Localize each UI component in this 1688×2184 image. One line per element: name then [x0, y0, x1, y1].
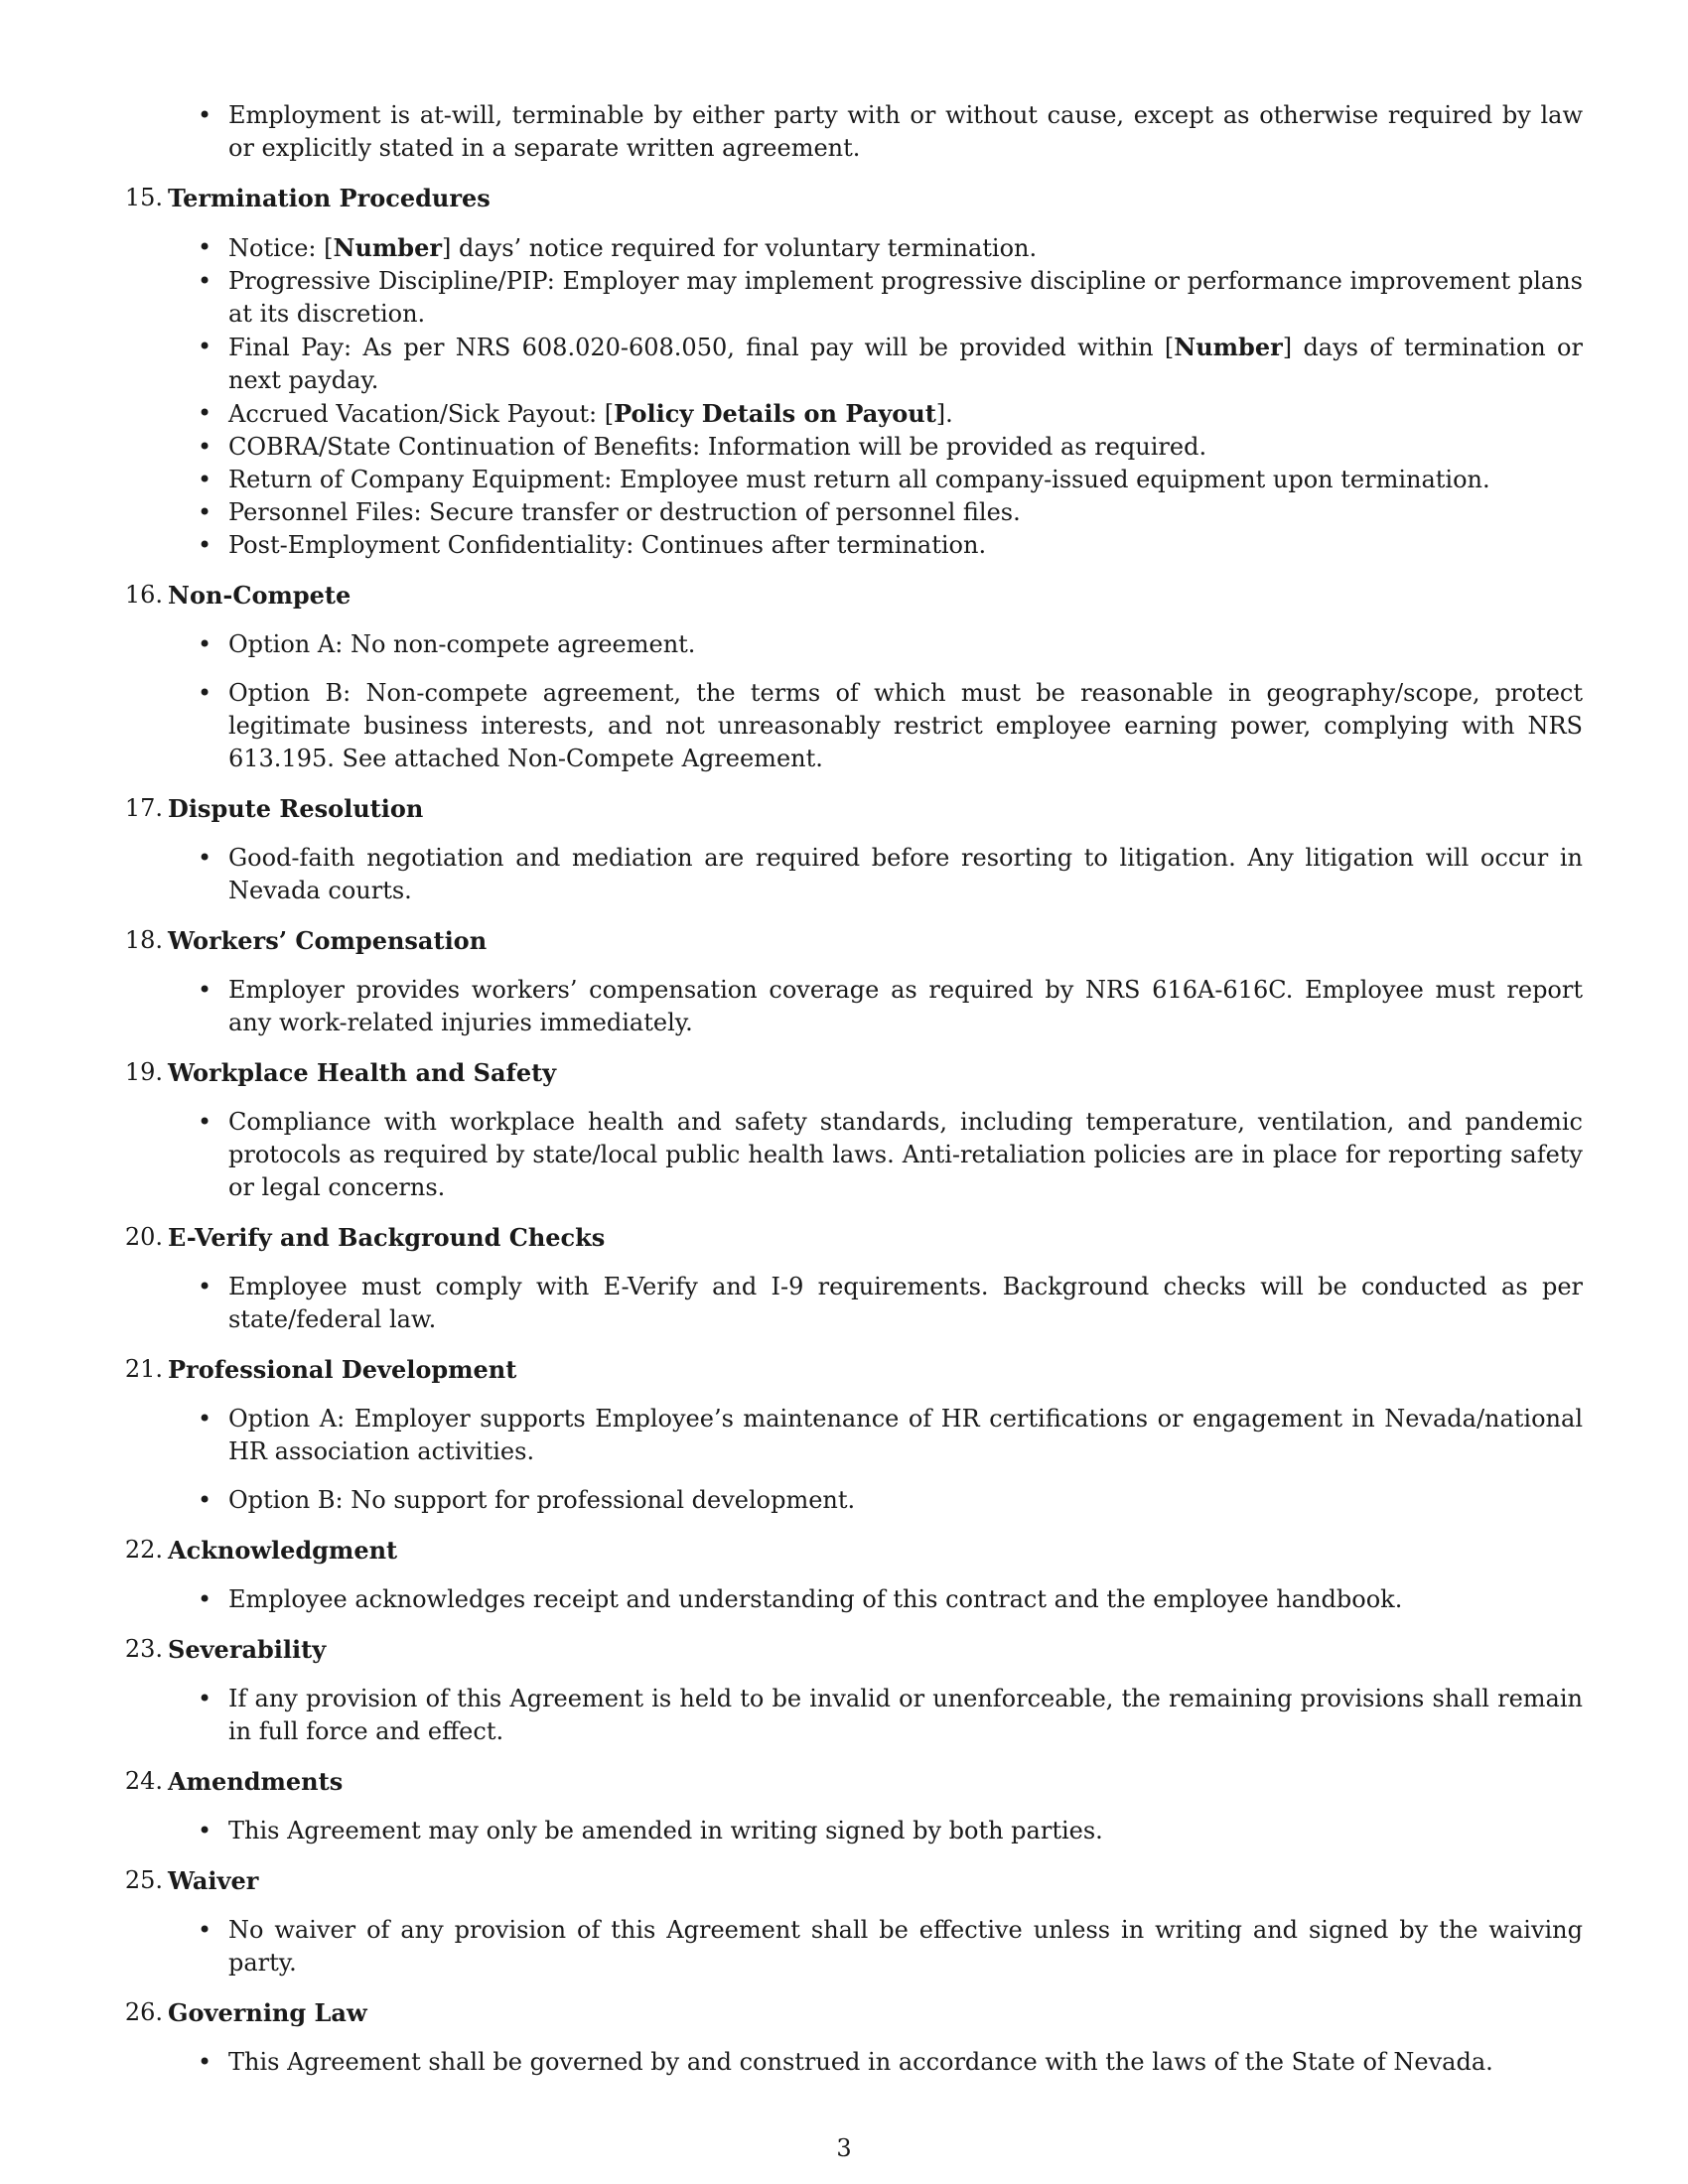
- section-heading: [124, 1633, 1583, 1666]
- section-number: 16.: [124, 581, 163, 609]
- placeholder-field: Policy Details on Payout: [614, 399, 936, 428]
- section-heading: [124, 1534, 1583, 1567]
- placeholder-field: Number: [1174, 333, 1283, 361]
- section-number: 15.: [124, 184, 163, 211]
- section-severability: [124, 1633, 1583, 1748]
- list-item: • Employer provides workers’ compensation coverage as required by NRS 616A-616C. Employee must report any work-related injuries immediately.: [168, 974, 1583, 1039]
- section-heading: [124, 792, 1583, 825]
- bullet-list: [168, 1271, 1583, 1336]
- section-number: 26.: [124, 1998, 163, 2026]
- text: ].: [935, 400, 953, 428]
- section-title: Non-Compete: [168, 581, 352, 610]
- section-waiver: [124, 1864, 1583, 1979]
- section-e-verify-and-background-checks: [124, 1221, 1583, 1336]
- section-termination-procedures: [124, 182, 1583, 562]
- section-title: E-Verify and Background Checks: [168, 1223, 606, 1252]
- text: Accrued Vacation/Sick Payout: [: [228, 400, 615, 428]
- section-dispute-resolution: [124, 792, 1583, 907]
- list-item: • Option B: No support for professional development.: [168, 1484, 1583, 1517]
- section-number: 24.: [124, 1767, 163, 1795]
- section-number: 17.: [124, 794, 163, 822]
- section-amendments: [124, 1765, 1583, 1847]
- list-item: • Compliance with workplace health and safety standards, including temperature, ventilation, and pandemic protocols as required by state/local public health laws. Anti-retaliation policies are in place for reporting safety or legal concerns.: [168, 1106, 1583, 1204]
- section-heading: [124, 1996, 1583, 2029]
- list-item: • If any provision of this Agreement is held to be invalid or unenforceable, the remaining provisions shall remain in full force and effect.: [168, 1683, 1583, 1748]
- list-item: • Good-faith negotiation and mediation are required before resorting to litigation. Any litigation will occur in Nevada courts.: [168, 842, 1583, 907]
- list-item: • Option A: Employer supports Employee’s maintenance of HR certifications or engagement in Nevada/national HR association activities.: [168, 1403, 1583, 1468]
- list-item: • This Agreement may only be amended in writing signed by both parties.: [168, 1815, 1583, 1847]
- section-heading: [124, 1864, 1583, 1897]
- section-number: 20.: [124, 1223, 163, 1251]
- section-heading: [124, 924, 1583, 957]
- section-number: 18.: [124, 926, 163, 954]
- bullet-list: [168, 2046, 1583, 2079]
- section-professional-development: [124, 1353, 1583, 1517]
- list-item: • Option A: No non-compete agreement.: [168, 628, 1583, 661]
- section-workplace-health-and-safety: [124, 1056, 1583, 1204]
- list-item: • Return of Company Equipment: Employee must return all company-issued equipment upon termination.: [168, 464, 1583, 496]
- list-item: [168, 231, 1583, 265]
- text: Notice: [: [228, 234, 334, 262]
- section-title: Workplace Health and Safety: [168, 1058, 557, 1087]
- bullet-list: [168, 1815, 1583, 1847]
- list-item: • COBRA/State Continuation of Benefits: Information will be provided as required.: [168, 431, 1583, 464]
- list-item: • This Agreement shall be governed by and construed in accordance with the laws of the State of Nevada.: [168, 2046, 1583, 2079]
- list-item: [168, 397, 1583, 431]
- section-title: Professional Development: [168, 1355, 517, 1384]
- list-item: • Option B: Non-compete agreement, the terms of which must be reasonable in geography/scope, protect legitimate business interests, and not unreasonably restrict employee earning power, complying with NRS 613.195. See attached Non-Compete Agreement.: [168, 677, 1583, 775]
- section-non-compete: [124, 579, 1583, 775]
- bullet-list: [168, 628, 1583, 775]
- section-heading: [124, 182, 1583, 214]
- section-number: 22.: [124, 1536, 163, 1564]
- list-item: • Employment is at-will, terminable by either party with or without cause, except as otherwise required by law or explicitly stated in a separate written agreement.: [168, 99, 1583, 165]
- section-heading: [124, 1221, 1583, 1254]
- section-heading: [124, 1353, 1583, 1386]
- section-title: Workers’ Compensation: [168, 926, 488, 955]
- list-item: • Employee acknowledges receipt and understanding of this contract and the employee handbook.: [168, 1583, 1583, 1616]
- text: Final Pay: As per NRS 608.020-608.050, final pay will be provided within [: [228, 334, 1175, 361]
- list-item: • Employee must comply with E-Verify and I-9 requirements. Background checks will be conducted as per state/federal law.: [168, 1271, 1583, 1336]
- list-item: • No waiver of any provision of this Agreement shall be effective unless in writing and signed by the waiving party.: [168, 1914, 1583, 1979]
- list-item: • Personnel Files: Secure transfer or destruction of personnel files.: [168, 496, 1583, 529]
- section-workers-compensation: [124, 924, 1583, 1039]
- section-number: 19.: [124, 1058, 163, 1086]
- bullet-list: [168, 231, 1583, 562]
- section-number: 23.: [124, 1635, 163, 1663]
- intro-bullet-list: [168, 99, 1583, 165]
- section-heading: [124, 1765, 1583, 1798]
- section-title: Amendments: [168, 1767, 344, 1796]
- sections-container: [124, 579, 1583, 2079]
- bullet-list: [168, 1403, 1583, 1517]
- list-item: • Post-Employment Confidentiality: Continues after termination.: [168, 529, 1583, 562]
- bullet-list: [168, 1914, 1583, 1979]
- section-heading: [124, 1056, 1583, 1089]
- section-title: Termination Procedures: [168, 184, 491, 212]
- text: ] days of termination or next payday.: [228, 334, 1583, 394]
- section-heading: [124, 579, 1583, 612]
- section-title: Dispute Resolution: [168, 794, 424, 823]
- section-governing-law: [124, 1996, 1583, 2079]
- section-title: Acknowledgment: [168, 1536, 398, 1565]
- placeholder-field: Number: [333, 233, 442, 262]
- list-item: • Progressive Discipline/PIP: Employer may implement progressive discipline or performance improvement plans at its discretion.: [168, 265, 1583, 331]
- section-title: Waiver: [168, 1866, 259, 1895]
- bullet-list: [168, 842, 1583, 907]
- text: ] days’ notice required for voluntary termination.: [441, 234, 1038, 262]
- bullet-list: [168, 1683, 1583, 1748]
- section-acknowledgment: [124, 1534, 1583, 1616]
- bullet-list: [168, 974, 1583, 1039]
- section-title: Governing Law: [168, 1998, 367, 2027]
- section-title: Severability: [168, 1635, 327, 1664]
- bullet-list: [168, 1583, 1583, 1616]
- list-item: [168, 331, 1583, 397]
- section-number: 21.: [124, 1355, 163, 1383]
- document-body: [124, 99, 1583, 2079]
- bullet-list: [168, 1106, 1583, 1204]
- page-number: 3: [836, 2134, 852, 2162]
- section-number: 25.: [124, 1866, 163, 1894]
